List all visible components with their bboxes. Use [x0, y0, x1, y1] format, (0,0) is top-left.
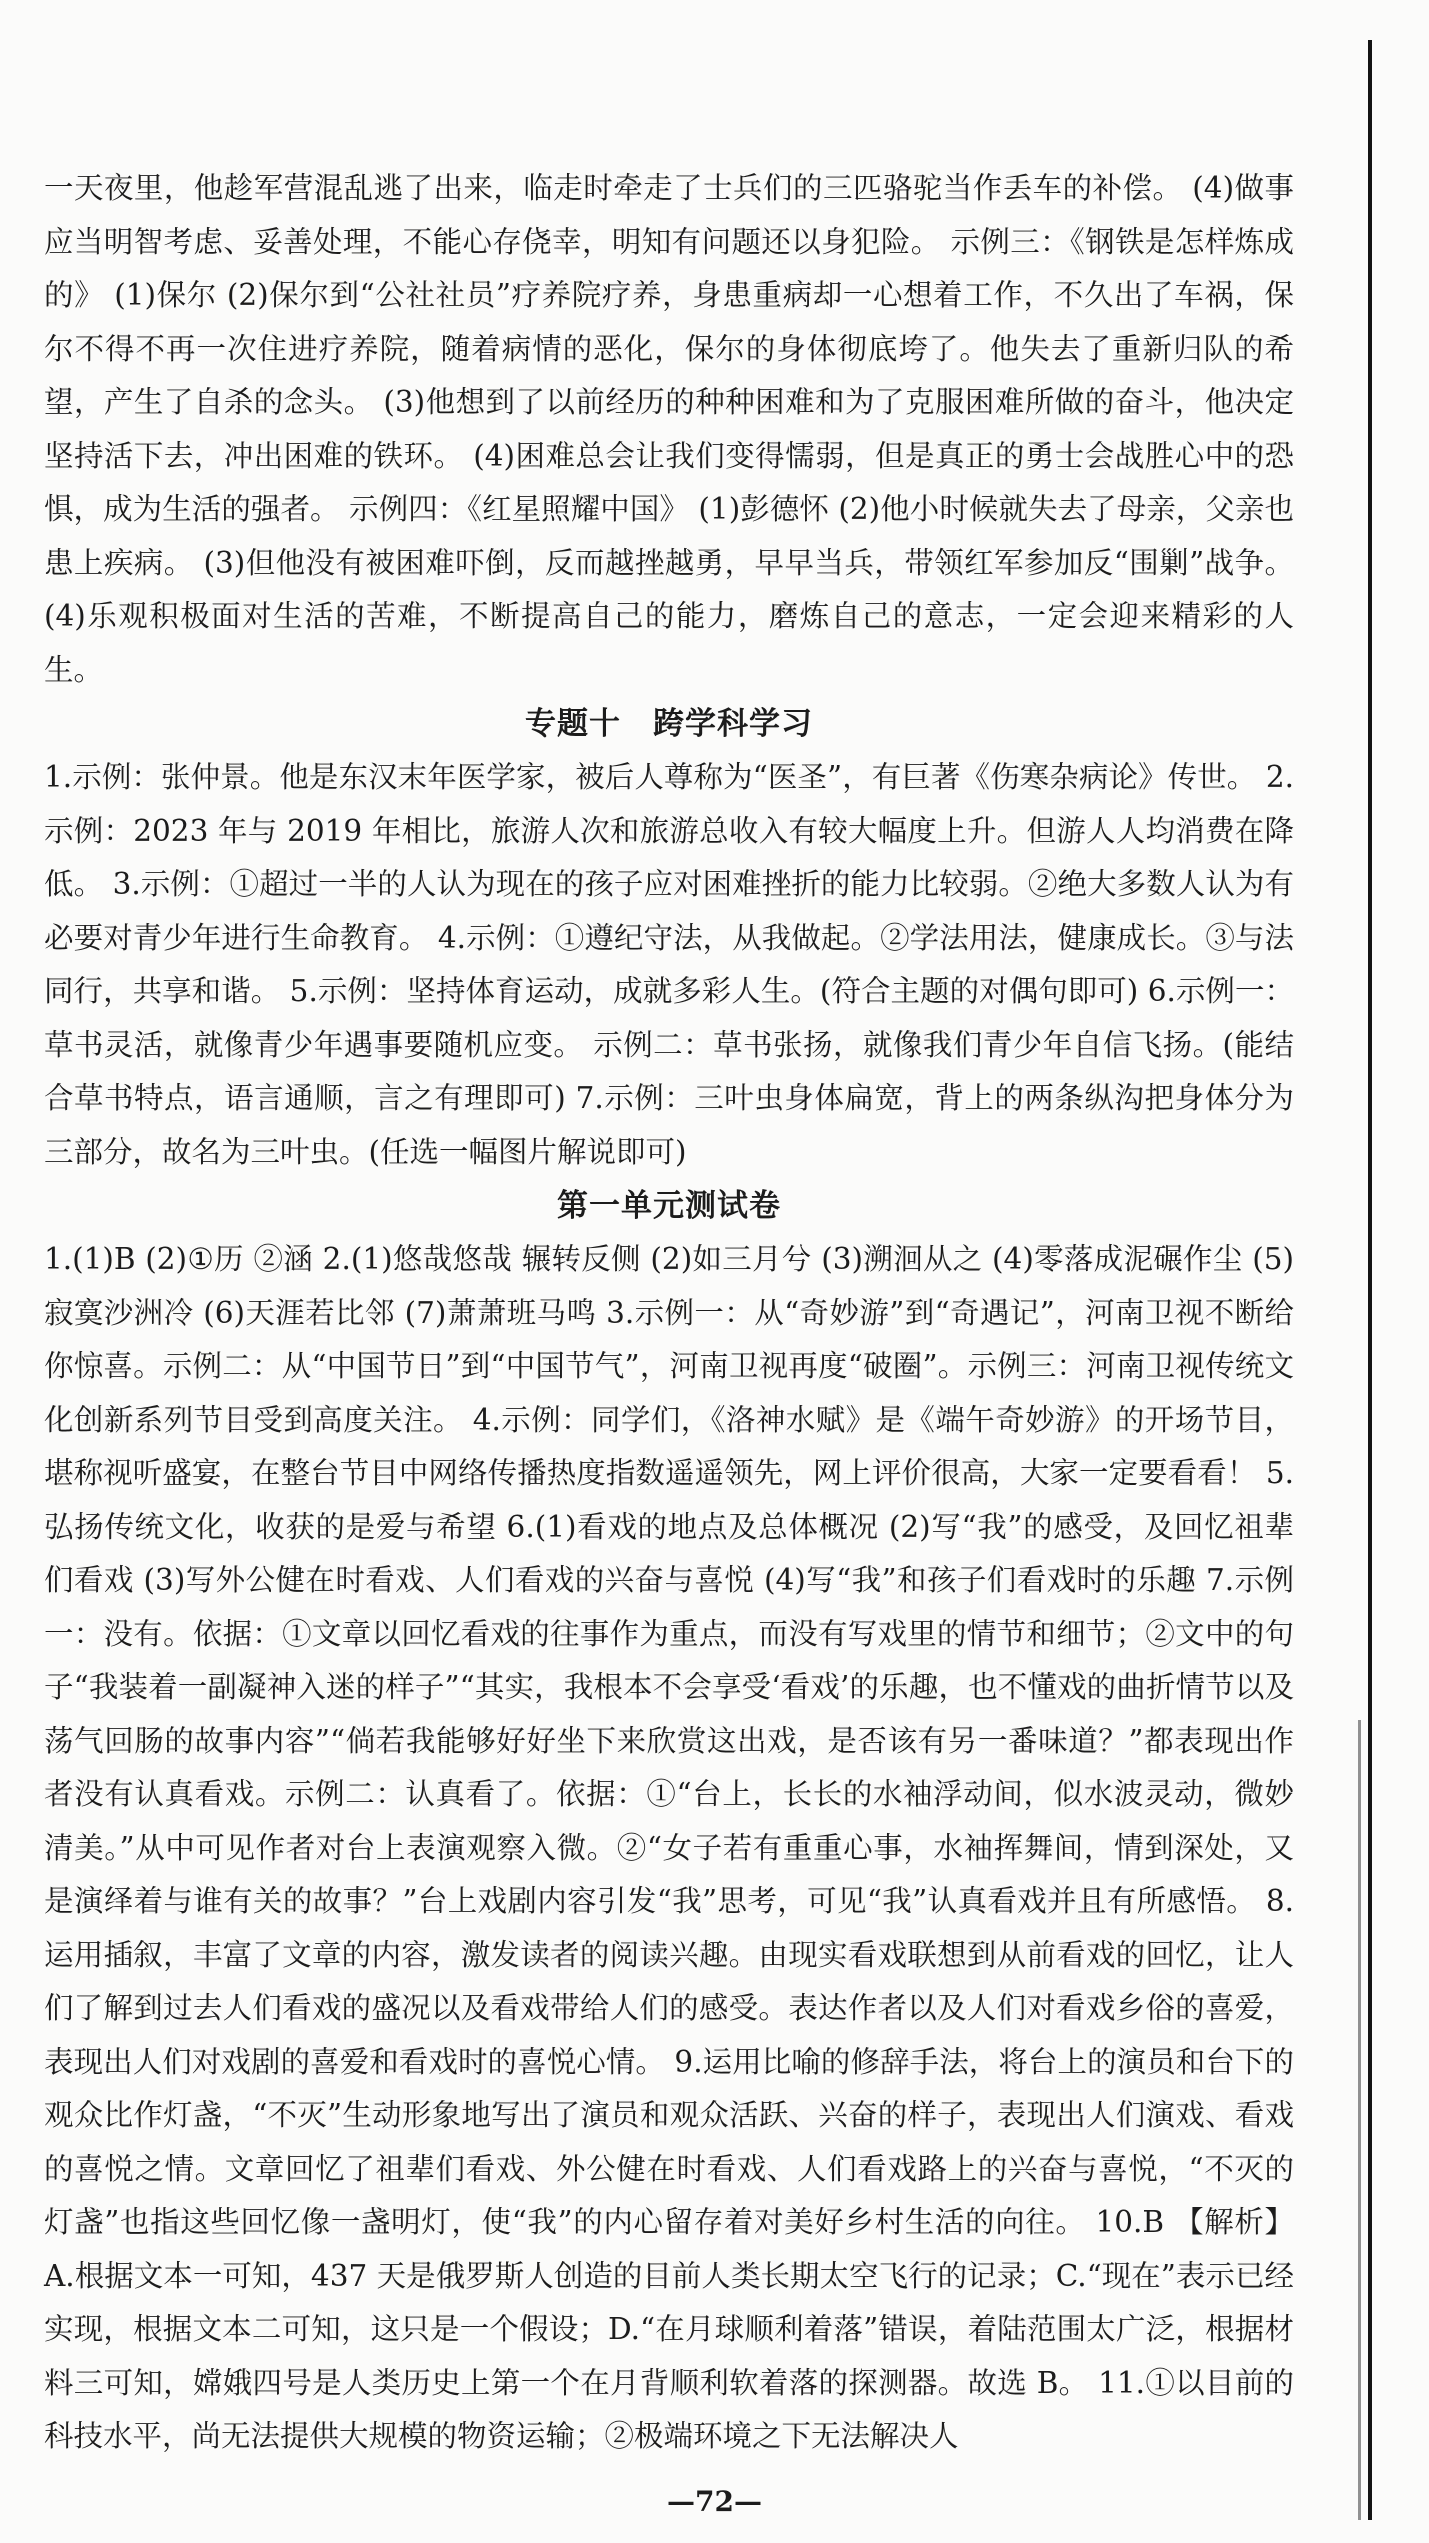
unit-1-test-answers: 1.(1)B (2)①历 ②涵 2.(1)悠哉悠哉 辗转反侧 (2)如三月兮 (3)溯洄从之 (4)零落成泥碾作尘 (5)寂寞沙洲冷 (6)天涯若比邻 (7)萧萧班马鸣 3.示例一：从“奇妙游”到“奇遇记”，河南卫视不断给你惊喜。示例二：从“中国节日”到“中国节气”，河南卫视再度“破圈”。示例三：河南卫视传统文化创新系列节目受到高度关注。 4.示例：同学们，《洛神水赋》是《端午奇妙游》的开场节目，堪称视听盛宴，在整台节目中网络传播热度指数遥遥领先，网上评价很高，大家一定要看看！ 5.弘扬传统文化，收获的是爱与希望 6.(1)看戏的地点及总体概况 (2)写“我”的感受，及回忆祖辈们看戏 (3)写外公健在时看戏、人们看戏的兴奋与喜悦 (4)写“我”和孩子们看戏时的乐趣 7.示例一：没有。依据：①文章以回忆看戏的往事作为重点，而没有写戏里的情节和细节；②文中的句子“我装着一副凝神入迷的样子”“其实，我根本不会享受‘看戏’的乐趣，也不懂戏的曲折情节以及荡气回肠的故事内容”“倘若我能够好好坐下来欣赏这出戏，是否该有另一番味道？”都表现出作者没有认真看戏。示例二：认真看了。依据：①“台上，长长的水袖浮动间，似水波灵动，微妙清美。”从中可见作者对台上表演观察入微。②“女子若有重重心事，水袖挥舞间，情到深处，又是演绎着与谁有关的故事？”台上戏剧内容引发“我”思考，可见“我”认真看戏并且有所感悟。 8.运用插叙，丰富了文章的内容，激发读者的阅读兴趣。由现实看戏联想到从前看戏的回忆，让人们了解到过去人们看戏的盛况以及看戏带给人们的感受。表达作者以及人们对看戏乡俗的喜爱，表现出人们对戏剧的喜爱和看戏时的喜悦心情。 9.运用比喻的修辞手法，将台上的演员和台下的观众比作灯盏，“不灭”生动形象地写出了演员和观众活跃、兴奋的样子，表现出人们演戏、看戏的喜悦之情。文章回忆了祖辈们看戏、外公健在时看戏、人们看戏路上的兴奋与喜悦，“不灭的灯盏”也指这些回忆像一盏明灯，使“我”的内心留存着对美好乡村生活的向往。 10.B 【解析】A.根据文本一可知，437 天是俄罗斯人创造的目前人类长期太空飞行的记录；C.“现在”表示已经实现，根据文本二可知，这只是一个假设；D.“在月球顺利着落”错误，着陆范围太广泛，根据材料三可知，嫦娥四号是人类历史上第一个在月背顺利软着落的探测器。故选 B。 11.①以目前的科技水平，尚无法提供大规模的物资运输；②极端环境之下无法解决人 [44, 1242, 1294, 2453]
page-edge-line [1368, 40, 1372, 2520]
page-edge-shadow [1358, 1720, 1361, 2520]
section-10-heading: 专题十 跨学科学习 [525, 706, 813, 742]
answer-text-column [44, 162, 1294, 2464]
continuation-paragraph: 一天夜里，他趁军营混乱逃了出来，临走时牵走了士兵们的三匹骆驼当作丢车的补偿。 (4)做事应当明智考虑、妥善处理，不能心存侥幸，明知有问题还以身犯险。 示例三：《钢铁是怎样炼成的》 (1)保尔 (2)保尔到“公社社员”疗养院疗养，身患重病却一心想着工作，不久出了车祸，保尔不得不再一次住进疗养院，随着病情的恶化，保尔的身体彻底垮了。他失去了重新归队的希望，产生了自杀的念头。 (3)他想到了以前经历的种种困难和为了克服困难所做的奋斗，他决定坚持活下去，冲出困难的铁环。 (4)困难总会让我们变得懦弱，但是真正的勇士会战胜心中的恐惧，成为生活的强者。 示例四：《红星照耀中国》 (1)彭德怀 (2)他小时候就失去了母亲，父亲也患上疾病。 (3)但他没有被困难吓倒，反而越挫越勇，早早当兵，带领红军参加反“围剿”战争。 (4)乐观积极面对生活的苦难，不断提高自己的能力，磨炼自己的意志，一定会迎来精彩的人生。 [44, 171, 1294, 687]
unit-1-test-heading: 第一单元测试卷 [557, 1188, 781, 1224]
section-10-answers: 1.示例：张仲景。他是东汉末年医学家，被后人尊称为“医圣”，有巨著《伤寒杂病论》传世。 2.示例：2023 年与 2019 年相比，旅游人次和旅游总收入有较大幅度上升。但游人人均消费在降低。 3.示例：①超过一半的人认为现在的孩子应对困难挫折的能力比较弱。②绝大多数人认为有必要对青少年进行生命教育。 4.示例：①遵纪守法，从我做起。②学法用法，健康成长。③与法同行，共享和谐。 5.示例：坚持体育运动，成就多彩人生。(符合主题的对偶句即可) 6.示例一：草书灵活，就像青少年遇事要随机应变。 示例二：草书张扬，就像我们青少年自信飞扬。(能结合草书特点，语言通顺，言之有理即可) 7.示例：三叶虫身体扁宽，背上的两条纵沟把身体分为三部分，故名为三叶虫。(任选一幅图片解说即可) [44, 760, 1294, 1169]
page-number: —72— [667, 2485, 762, 2518]
